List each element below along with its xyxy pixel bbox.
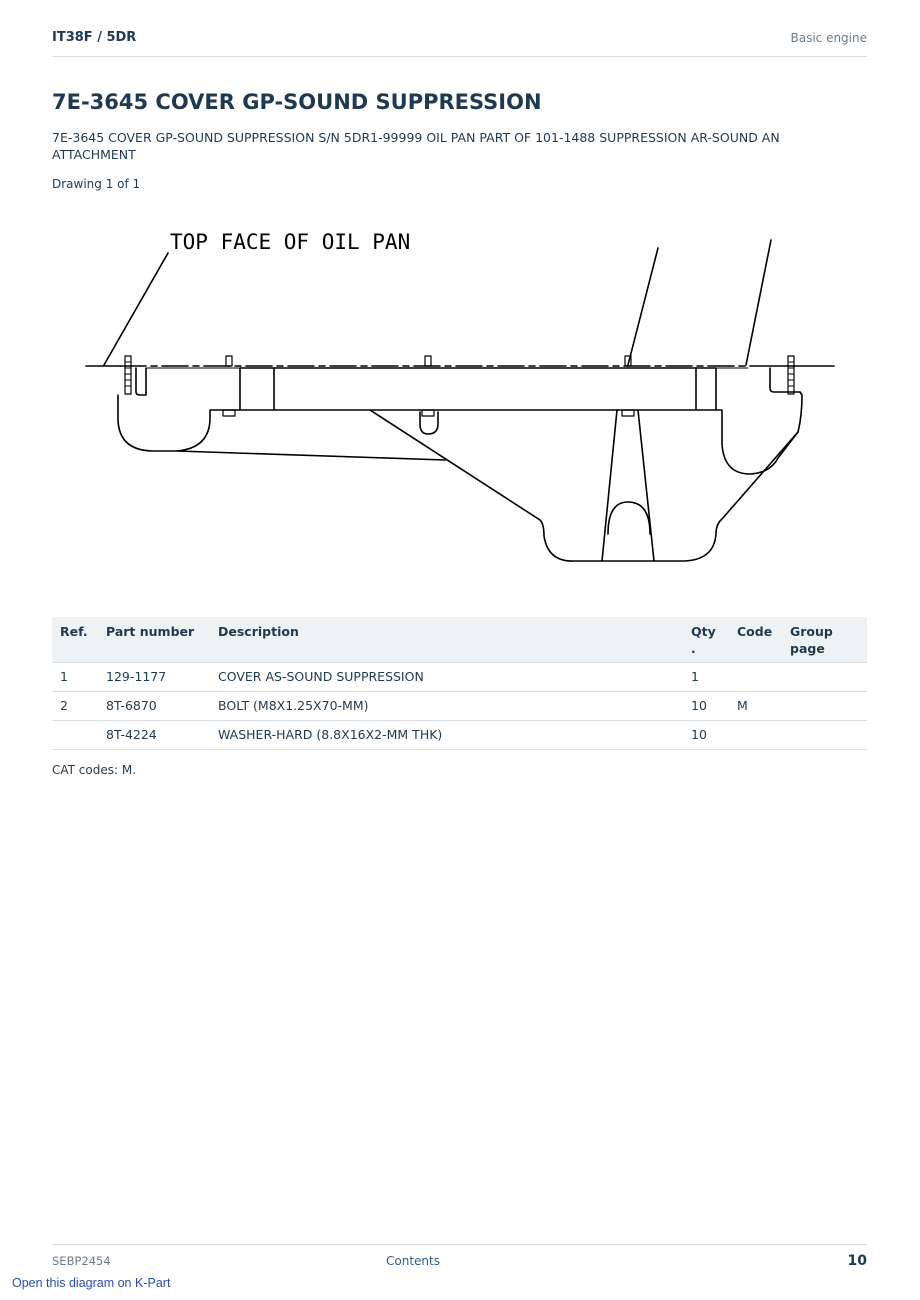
col-description: Description [210,617,683,663]
col-ref: Ref. [52,617,98,663]
row-part-number: 129-1177 [98,663,210,692]
table-row [52,663,867,692]
row-group-page [782,692,867,721]
row-part-number: 8T-4224 [98,721,210,750]
section-label: Basic engine [790,31,867,45]
row-ref: 1 [52,663,98,692]
page-header [52,28,867,57]
page-footer [52,1244,867,1269]
row-code: M [729,692,782,721]
col-group-page: Group page [782,617,867,663]
row-part-number: 8T-6870 [98,692,210,721]
document-number: SEBP2454 [52,1254,111,1268]
row-description: BOLT (M8X1.25X70-MM) [210,692,683,721]
col-part-number: Part number [98,617,210,663]
page [52,0,867,1300]
col-qty: Qty . [683,617,729,663]
model-label: IT38F / 5DR [52,30,137,45]
contents-link[interactable]: Contents [386,1254,440,1268]
cat-codes: CAT codes: M. [52,763,137,777]
page-title: 7E-3645 COVER GP-SOUND SUPPRESSION [52,90,542,114]
row-qty: 1 [683,663,729,692]
row-code [729,721,782,750]
row-description: COVER AS-SOUND SUPPRESSION [210,663,683,692]
row-description: WASHER-HARD (8.8X16X2-MM THK) [210,721,683,750]
drawing-label: Drawing 1 of 1 [52,177,141,191]
oil-pan-diagram[interactable] [82,218,842,570]
table-row [52,721,867,750]
row-group-page [782,663,867,692]
row-qty: 10 [683,692,729,721]
page-number: 10 [847,1253,867,1269]
open-kpart-link[interactable]: Open this diagram on K-Part [12,1276,171,1290]
parts-table [52,617,867,750]
row-ref: 2 [52,692,98,721]
col-code: Code [729,617,782,663]
page-subtitle: 7E-3645 COVER GP-SOUND SUPPRESSION S/N 5DR1-99999 OIL PAN PART OF 101-1488 SUPPRESSION AR-SOUND AN ATTACHMENT [52,130,780,162]
table-row [52,692,867,721]
row-code [729,663,782,692]
parts-table-header [52,617,867,663]
row-group-page [782,721,867,750]
row-ref [52,721,98,750]
diagram-callout: TOP FACE OF OIL PAN [170,230,411,254]
row-qty: 10 [683,721,729,750]
